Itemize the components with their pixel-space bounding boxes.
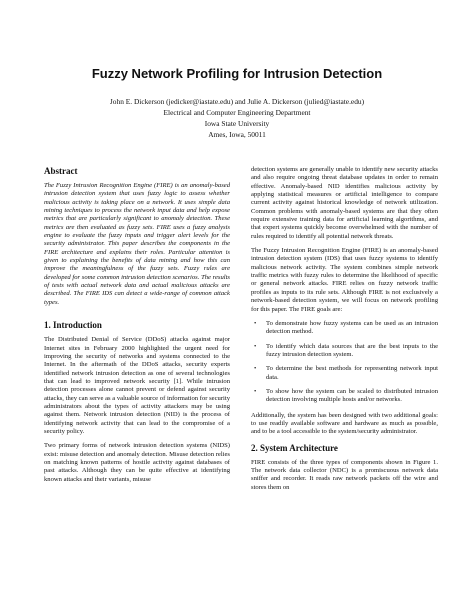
right-paragraph-4: FIRE consists of the three types of components shown in Figure 1. The network data collector (NDC) is a promiscuous network data sniffer and recorder. It reads raw network packets off the wire and stores them on <box>251 458 438 491</box>
author-block <box>0 96 474 140</box>
introduction-paragraph-1: The Distributed Denial of Service (DDoS) attacks against major Internet sites in February 2000 highlighted the urgent need for improving the security of networks and systems connected to the Internet. In the aftermath of the DDoS attacks, security experts identified network intrusion detection as one of several technologies that can lead to improved network security [1]. While intrusion detection processes alone cannot prevent or defend against security attacks, they can serve as a valuable source of information for security administrators about the types of activity attackers may be using against them. Network intrusion detection (NID) is the process of identifying network activity that can lead to the compromise of a security policy. <box>44 336 230 435</box>
author-university: Iowa State University <box>204 119 270 128</box>
bullet-icon: • <box>254 319 257 327</box>
goals-list <box>251 320 438 405</box>
right-column <box>251 166 438 498</box>
goal-text: To demonstrate how fuzzy systems can be used as an intrusion detection method. <box>266 319 438 336</box>
left-column <box>44 166 230 490</box>
author-department: Electrical and Computer Engineering Department <box>163 108 311 117</box>
abstract-text: The Fuzzy Intrusion Recognition Engine (FIRE) is an anomaly-based intrusion detection system that uses fuzzy logic to assess whether malicious activity is taking place on a network. It uses simple data mining techniques to process the network input data and help expose metrics that are particularly significant to anomaly detection. These metrics are then evaluated as fuzzy sets. FIRE uses a fuzzy analysis engine to evaluate the fuzzy inputs and trigger alert levels for the security administrator. This paper describes the components in the FIRE architecture and explains their roles. Particular attention is given to explaining the benefits of data mining and how this can improve the meaningfulness of the fuzzy sets. Fuzzy rules are developed for some common intrusion detection scenarios. The results of tests with actual network data and actual malicious attacks are described. The FIRE IDS can detect a wide-range of common attack types. <box>44 182 230 306</box>
author-city: Ames, Iowa, 50011 <box>208 130 266 139</box>
goal-text: To determine the best methods for representing network input data. <box>266 365 438 381</box>
bullet-icon: • <box>254 365 257 373</box>
goal-item <box>254 319 438 337</box>
introduction-heading: 1. Introduction <box>44 320 102 331</box>
system-architecture-heading: 2. System Architecture <box>251 442 338 453</box>
goal-text: To identify which data sources that are the best inputs to the fuzzy intrusion detection system. <box>266 342 438 358</box>
goal-text: To show how the system can be scaled to distributed intrusion detection involving multiple hosts and/or networks. <box>266 387 438 404</box>
right-paragraph-3: Additionally, the system has been designed with two additional goals: to use readily available software and hardware as much as possible, and to be a tool accessible to the system/security administrator. <box>251 411 438 436</box>
introduction-paragraph-2: Two primary forms of network intrusion detection systems (NIDS) exist: misuse detection and anomaly detection. Misuse detection relies on matching known patterns of hostile activity against databases of past attacks. Although they can be quite effective at identifying known attacks and their variants, misuse <box>44 442 230 483</box>
goal-item <box>254 387 438 405</box>
right-paragraph-2: The Fuzzy Intrusion Recognition Engine (FIRE) is an anomaly-based intrusion detection system (IDS) that uses fuzzy systems to identify malicious network activity. The system combines simple network traffic metrics with fuzzy rules to determine the likelihood of specific or general network attacks. FIRE relies on fuzzy network traffic profiles as inputs to its rule sets. Although FIRE is not exclusively a network-based detection system, we will focus on network profiling for this paper. The FIRE goals are: <box>251 247 438 313</box>
paper-title: Fuzzy Network Profiling for Intrusion Detection <box>91 66 383 81</box>
bullet-icon: • <box>254 387 257 395</box>
abstract-heading: Abstract <box>44 166 78 176</box>
goal-item <box>254 342 438 360</box>
author-names: John E. Dickerson (jedicker@iastate.edu) and Julie A. Dickerson (julied@iastate.edu) <box>109 97 365 106</box>
right-paragraph-1: detection systems are generally unable to identify new security attacks and also require ongoing threat database updates in order to remain effective. Anomaly-based NID identifies malicious activity by applying statistical measures or artificial intelligence to compare current activity against historical knowledge of network utilization. Common problems with anomaly-based systems are that they often require extensive training data for artificial learning algorithms, and that expert systems quickly become overwhelmed with the number of rules required to identify all potential network threats. <box>251 166 438 240</box>
bullet-icon: • <box>254 342 257 350</box>
goal-item <box>254 365 438 382</box>
